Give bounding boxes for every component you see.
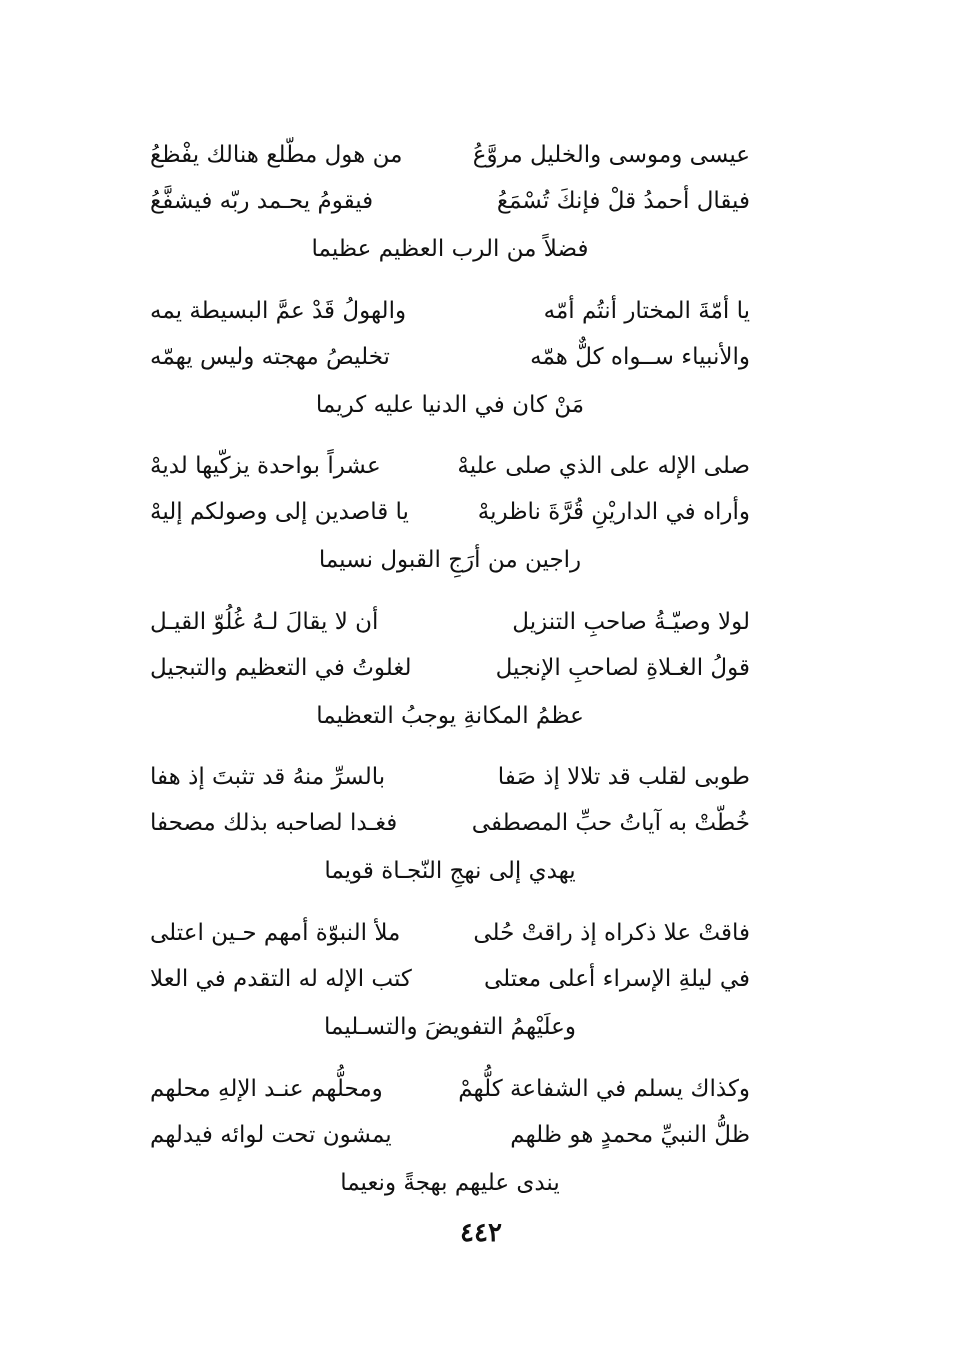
verse-first-hemistich: وكذاك يسلم في الشفاعة كلُّهمْ — [458, 1076, 750, 1102]
verse-second-hemistich: ومحلُّهم عنـد الإلهِ محلهم — [150, 1076, 383, 1102]
verse-second-hemistich: والهولُ قَدْ عمَّ البسيطة يمه — [150, 298, 407, 324]
verse-line — [150, 443, 750, 489]
verse-second-hemistich: لغلوتُ في التعظيم والتبجيل — [150, 655, 412, 681]
verse-second-hemistich: يا قاصدين إلى وصولكم إليهْ — [150, 499, 409, 525]
verse-line — [150, 956, 750, 1002]
verse-line — [150, 1112, 750, 1158]
verse-first-hemistich: فيقال أحمدُ قلْ فإنكَ تُسْمَعُ — [496, 188, 750, 214]
poem-stanza — [150, 288, 750, 430]
stanza-refrain: يهدي إلى نهجِ النّجـاة قويما — [324, 858, 576, 884]
verse-first-hemistich: صلى الإله على الذي صلى عليهْ — [457, 453, 750, 479]
poem-stanza — [150, 754, 750, 896]
poem-stanza — [150, 132, 750, 274]
stanza-refrain: وعلَيْهمُ التفويضَ والتسـليما — [324, 1014, 576, 1040]
verse-line — [150, 800, 750, 846]
verse-line — [150, 132, 750, 178]
verse-first-hemistich: والأنبياء ســواه كلٌّ همّه — [530, 344, 750, 370]
verse-second-hemistich: كتب الإله له التقدم في العلا — [150, 966, 412, 992]
verse-line — [150, 645, 750, 691]
verse-second-hemistich: تخليصُ مهجته وليس يهمّه — [150, 344, 390, 370]
verse-line — [150, 489, 750, 535]
verse-second-hemistich: أن لا يقالَ لـهُ غُلُوّ القيـل — [150, 609, 379, 635]
stanza-refrain: عظمُ المكانةِ يوجبُ التعظيما — [316, 703, 584, 729]
verse-line — [150, 754, 750, 800]
page-number: ٤٤٢ — [460, 1218, 502, 1248]
verse-first-hemistich: قولُ الغـلاةِ لصاحبِ الإنجيل — [495, 655, 750, 681]
stanza-refrain: مَنْ كان في الدنيا عليه كريما — [315, 392, 585, 418]
stanza-refrain: فضلاً من الرب العظيم عظيما — [311, 236, 589, 262]
stanza-refrain: راجين من أرَجِ القبول نسيما — [318, 547, 582, 573]
poem-stanza — [150, 443, 750, 585]
verse-line — [150, 599, 750, 645]
verse-first-hemistich: ظلُّ النبيِّ محمدٍ هو ظلهم — [510, 1122, 750, 1148]
verse-first-hemistich: عيسى وموسى والخليل مروَّعُ — [472, 142, 750, 168]
verse-second-hemistich: ملأ النبوّة أمهم حـين اعتلى — [150, 920, 401, 946]
verse-line — [150, 334, 750, 380]
poem-stanza — [150, 910, 750, 1052]
verse-first-hemistich: في ليلةِ الإسراء أعلى معتلى — [483, 966, 750, 992]
verse-second-hemistich: بالسرِّ منهُ قد تثبتَ إذ هفا — [150, 764, 386, 790]
verse-second-hemistich: يمشون تحت لوائه فيدلهم — [150, 1122, 392, 1148]
stanza-refrain: يندى عليهم بهجةً ونعيما — [340, 1170, 560, 1196]
verse-line — [150, 288, 750, 334]
poem-stanza — [150, 599, 750, 741]
verse-first-hemistich: فاقتْ علا ذكراه إذ راقتْ حُلى — [473, 920, 750, 946]
verse-first-hemistich: طوبى لقلب قد تلالا إذ صَفا — [497, 764, 750, 790]
verse-first-hemistich: يا أمّةَ المختار أنتُم أمّه — [543, 298, 750, 324]
verse-line — [150, 178, 750, 224]
verse-second-hemistich: فغـدا لصاحبه بذلك مصحفا — [150, 810, 398, 836]
verse-second-hemistich: من هول مطّلع هنالك يفْظعُ — [150, 142, 403, 168]
verse-line — [150, 1066, 750, 1112]
verse-second-hemistich: فيقومُ يحـمد ربّه فيشفَّعُ — [150, 188, 374, 214]
verse-second-hemistich: عشراً بواحدة يزكّيها لديهْ — [150, 453, 381, 479]
verse-first-hemistich: وأراه في الداريْنِ قُرَّةَ ناظريهْ — [477, 499, 750, 525]
verse-line — [150, 910, 750, 956]
verse-first-hemistich: لولا وصيّـةُ صاحبِ التنزيل — [512, 609, 750, 635]
verse-first-hemistich: خُطّتْ به آياتُ حبِّ المصطفى — [471, 810, 750, 836]
poem-stanza — [150, 1066, 750, 1208]
